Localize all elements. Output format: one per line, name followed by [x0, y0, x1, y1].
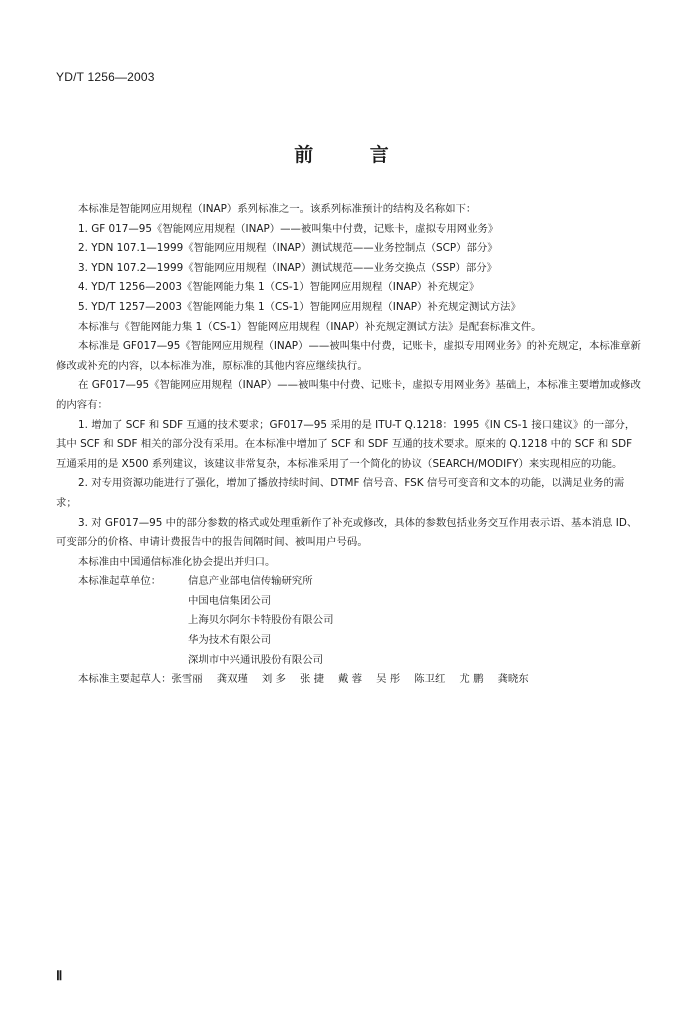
intro-paragraph: 本标准是智能网应用规程（INAP）系列标准之一。该系列标准预计的结构及名称如下： [78, 203, 477, 215]
list-item: 3. YDN 107.2—1999《智能网应用规程（INAP）测试规范——业务交换点（SSP）部分》 [78, 261, 498, 274]
change-item: 2. 对专用资源功能进行了强化，增加了播放持续时间、DTMF 信号音、FSK 信号可变音和文本的功能，以满足业务的需求； [56, 477, 625, 509]
paragraph: 本标准由中国通信标准化协会提出并归口。 [78, 555, 276, 568]
drafter-name: 刘 多 [261, 673, 286, 686]
drafter-name: 吴 彤 [376, 673, 401, 686]
drafting-units-row [56, 572, 644, 592]
drafters-row [56, 670, 644, 690]
page-title: 前 言 [294, 144, 389, 166]
drafter-name: 龚晓东 [497, 673, 529, 686]
list-item: 4. YD/T 1256—2003《智能网能力集 1（CS-1）智能网应用规程（INAP）补充规定》 [78, 281, 480, 294]
foreword-body [56, 200, 644, 690]
drafter-name: 陈卫红 [414, 673, 446, 686]
drafting-units-label: 本标准起草单位： [78, 575, 162, 588]
drafter-name: 尤 鹏 [459, 673, 484, 686]
document-code-header: YD/T 1256—2003 [56, 70, 155, 84]
drafting-unit: 上海贝尔阿尔卡特股份有限公司 [188, 614, 334, 627]
page-number: Ⅱ [56, 968, 63, 983]
list-item: 5. YD/T 1257—2003《智能网能力集 1（CS-1）智能网应用规程（INAP）补充规定测试方法》 [78, 300, 521, 313]
change-item: 1. 增加了 SCF 和 SDF 互通的技术要求；GF017—95 采用的是 ITU-T Q.1218：1995《IN CS-1 接口建议》的一部分，其中 SCF 和 SDF 相关的部分没有采用。在本标准中增加了 SCF 和 SDF 互通的技术要求。原来的 Q.1218 中的 SCF 和 SDF 互通采用的是 X500 系列建议，该建议非常复杂，本标准采用了一个简化的协议（SEARCH/MODIFY）来实现相应的功能。 [56, 418, 636, 470]
drafting-unit: 深圳市中兴通讯股份有限公司 [188, 653, 324, 666]
drafter-name: 张 捷 [299, 673, 325, 686]
list-item: 1. GF 017—95《智能网应用规程（INAP）——被叫集中付费，记账卡，虚拟专用网业务》 [78, 222, 499, 235]
drafters-label: 本标准主要起草人： [78, 673, 172, 686]
paragraph: 在 GF017—95《智能网应用规程（INAP）——被叫集中付费、记账卡，虚拟专用网业务》基础上，本标准主要增加或修改的内容有： [56, 379, 641, 411]
drafting-unit: 信息产业部电信传输研究所 [188, 575, 313, 588]
drafter-name: 龚双瑾 [216, 673, 248, 686]
drafting-unit: 华为技术有限公司 [188, 634, 272, 647]
drafting-unit: 中国电信集团公司 [188, 594, 272, 607]
paragraph: 本标准是 GF017—95《智能网应用规程（INAP）——被叫集中付费，记账卡，虚拟专用网业务》的补充规定，本标准章新修改或补充的内容，以本标准为准，原标准的其他内容应继续执行。 [56, 340, 641, 372]
change-item: 3. 对 GF017—95 中的部分参数的格式或处理重新作了补充或修改，具体的参数包括业务交互作用表示语、基本消息 ID、可变部分的价格、申请计费报告中的报告间隔时间、被叫用户号码。 [56, 516, 638, 549]
drafter-name: 张雪丽 [171, 673, 203, 686]
list-item: 2. YDN 107.1—1999《智能网应用规程（INAP）测试规范——业务控制点（SCP）部分》 [78, 242, 498, 255]
drafter-name: 戴 蓉 [338, 673, 363, 686]
paragraph: 本标准与《智能网能力集 1（CS-1）智能网应用规程（INAP）补充规定测试方法》是配套标准文件。 [78, 320, 542, 333]
